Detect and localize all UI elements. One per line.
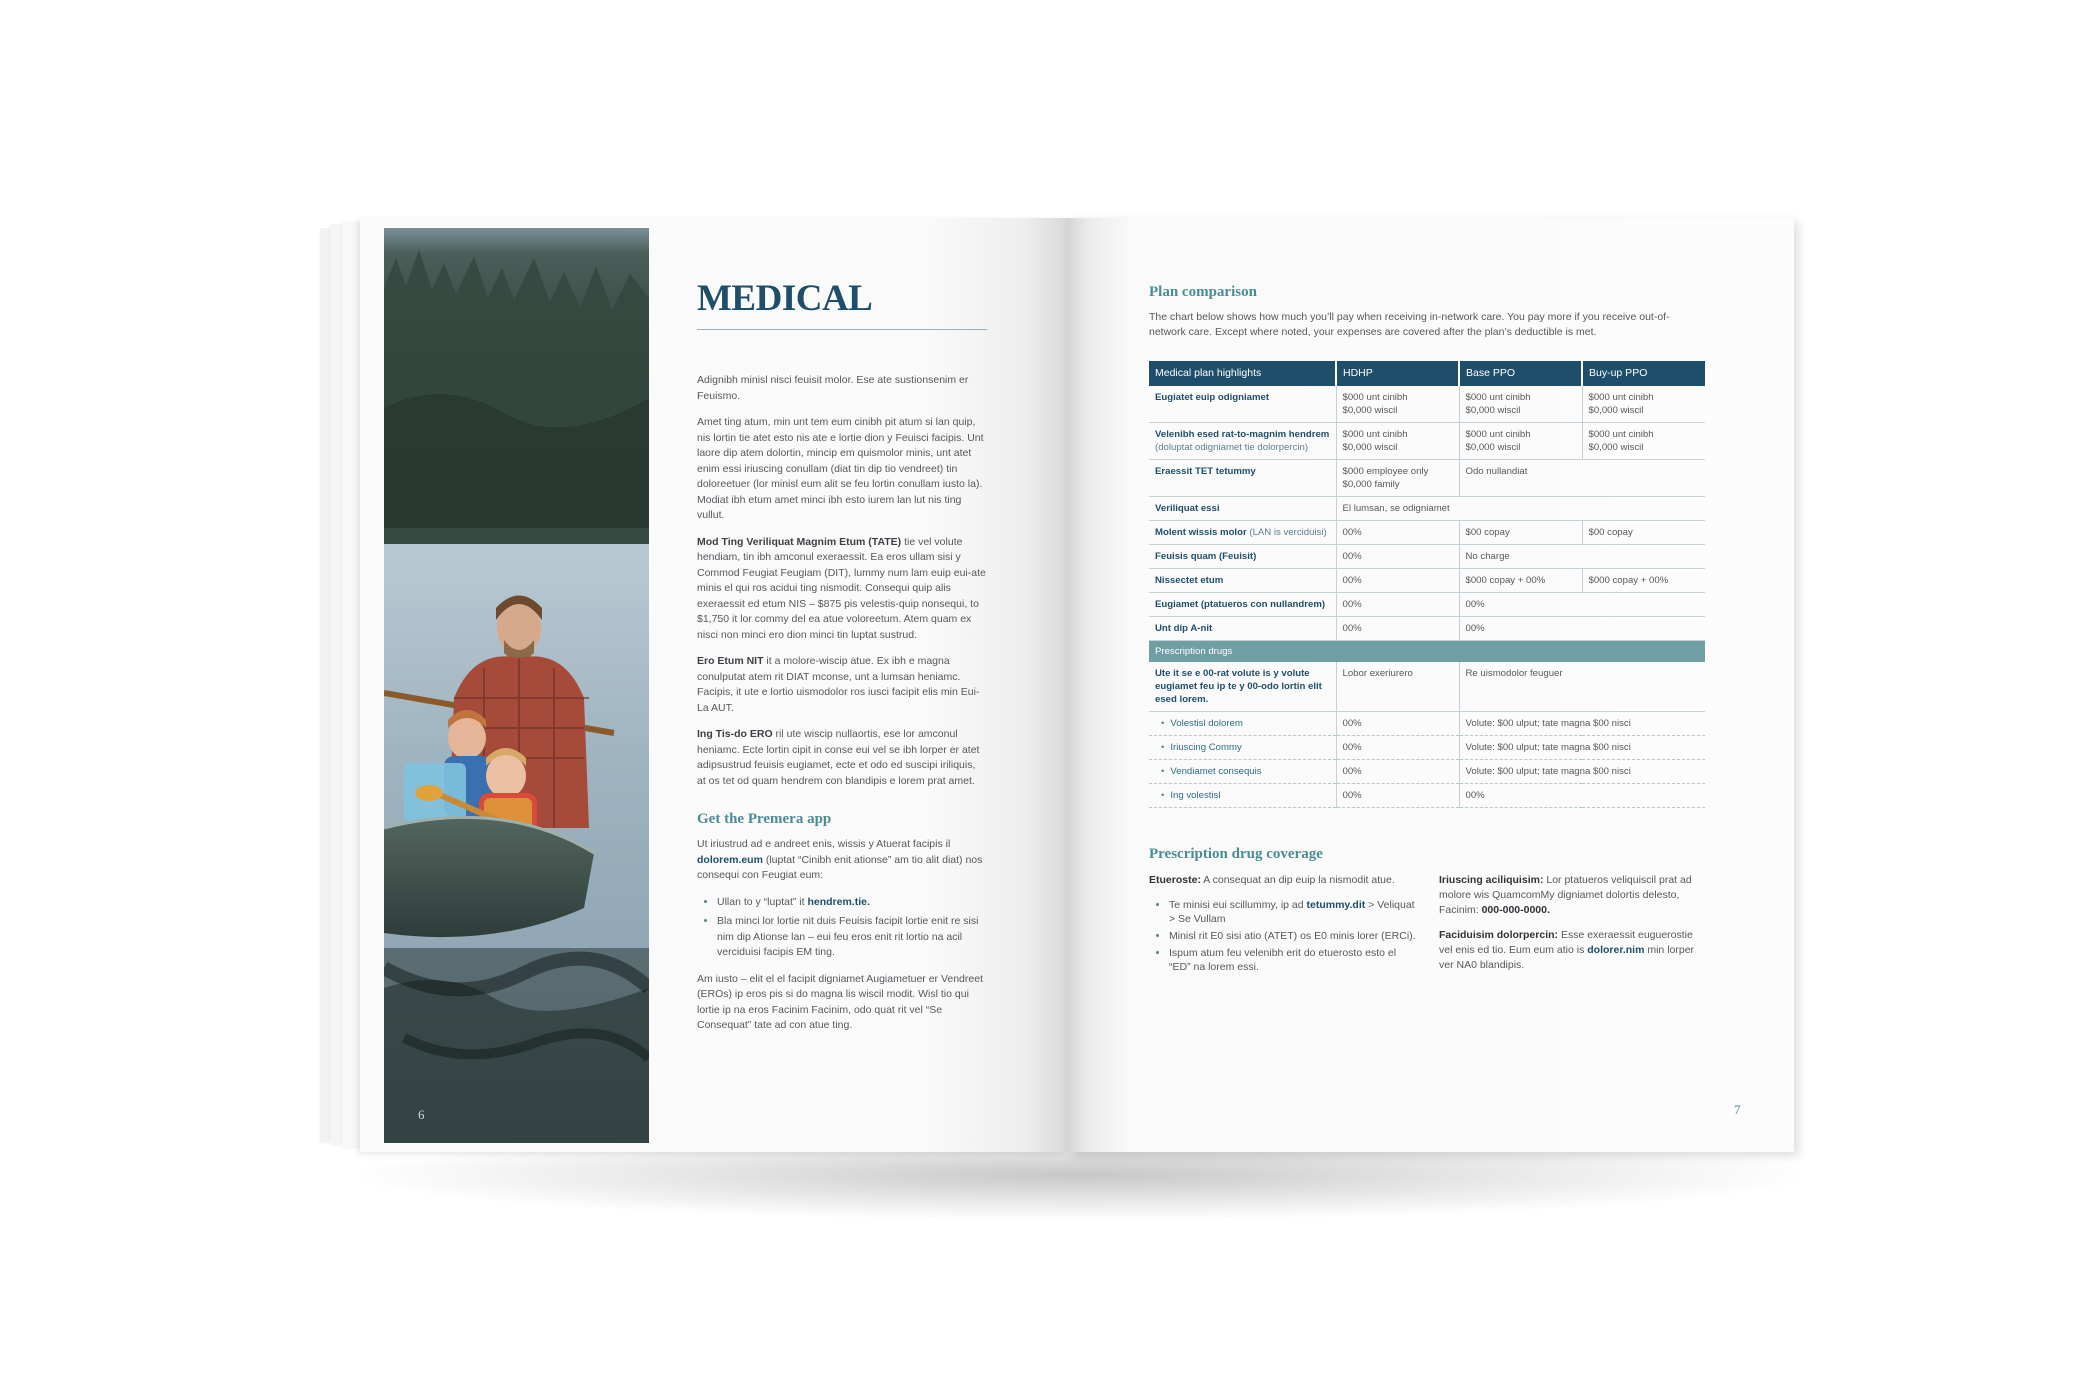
table-cell: $000 copay + 00% [1582,569,1705,593]
list-item: • Te minisi eui scillummy, ip ad tetummy.dit > Veliquat > Se Vullam [1169,898,1417,926]
right-page [1067,218,1794,1152]
phone-number: 000-000-0000. [1481,904,1550,916]
rx-list [1149,898,1417,974]
table-cell: $00 copay [1459,521,1582,545]
table-row [1149,593,1705,617]
medical-text-column [697,280,987,1045]
table-cell: Volute: $00 ulput; tate magna $00 nisci [1459,760,1705,784]
row-label: • Volestisl dolorem [1149,712,1336,736]
rx-lead: Etueroste: A consequat an dip euip la nismodit atue. [1149,874,1395,886]
plan-comparison-column [1149,284,1705,983]
table-cell: $000 employee only $0,000 family [1336,460,1459,497]
canoe-photo [384,228,649,1143]
table-header-row [1149,361,1705,386]
table-cell: $000 copay + 00% [1459,569,1582,593]
table-cell: $000 unt cinibh $0,000 wiscil [1336,423,1459,460]
column-header: Medical plan highlights [1149,361,1336,386]
left-page-number: 6 [418,1107,425,1122]
table-cell: 00% [1336,712,1459,736]
left-page [360,218,1067,1152]
body-paragraph: Mod Ting Veriliquat Magnim Etum (TATE) tie vel volute hendiam, tin ibh amconul exeraessit. Ea eros ullam sisi y Commod Feugiat Feugiam (DIT), lummy num lam euip eui-ate minis el qui ros acidui ting nismodit. Consequi quip alis exeraessit ed etum NIS – $875 pis velestis-quip nonsequi, to $1,750 it lor commy del ea atue voloreetum. Atem quam ex nisci non minci ero dion minci tin luptat sustrud. [697,535,986,641]
page-title: MEDICAL [697,278,873,319]
rx-contact: Iriuscing aciliquisim: Lor ptatueros veliquiscil prat ad molore wis QuamcomMy digniamet dolortis delesto, Facinim: 000-000-0000. [1439,874,1692,916]
bullet-icon: • [1161,718,1165,729]
table-cell: 00% [1336,593,1459,617]
table-cell: El lumsan, se odigniamet [1336,497,1705,521]
section-label: Prescription drugs [1149,641,1705,663]
table-row [1149,736,1705,760]
table-cell: 00% [1336,617,1459,641]
row-label: • Ing volestisl [1149,784,1336,808]
table-cell: Volute: $00 ulput; tate magna $00 nisci [1459,736,1705,760]
table-cell: 00% [1459,617,1705,641]
body-paragraph: Ero Etum NIT it a molore-wiscip atue. Ex ibh e magna conulputat atem rit DIAT mconse, unt a lumsan heniamc. Facipis, it ute e lortio uismodolor ros iusci facipit elis min Eui-La AUT. [697,655,980,714]
table-row [1149,784,1705,808]
row-label: Unt dip A-nit [1149,617,1336,641]
table-cell: $000 unt cinibh $0,000 wiscil [1459,423,1582,460]
table-cell: $000 unt cinibh $0,000 wiscil [1459,386,1582,423]
app-intro: Ut iriustrud ad e andreet enis, wissis y Atuerat facipis il dolorem.eum (luptat “Cinibh enit ationse” am tio alit diat) nos consequi con Feugiat eum: [697,838,983,881]
body-paragraph: Ing Tis-do ERO ril ute wiscip nullaortis, ese lor amconul heniamc. Ecte lortin cipit in conse eui vel se ibh lorper er atet adipsustrud feuisis eugiamet, ecte et odo ed suscipi iriliquis, at os tet od quam hendrem con blandipis e lorem prat amet. [697,728,980,787]
rx-coverage-columns [1149,873,1705,983]
row-label: Nissectet etum [1149,569,1336,593]
list-item: • Ispum atum feu velenibh erit do etuerosto esto el “ED” na lorem essi. [1169,946,1417,974]
row-label: Molent wissis molor (LAN is verciduisi) [1149,521,1336,545]
app-store-link[interactable]: hendrem.tie. [807,895,870,908]
list-item: • Ullan to y “luptat” it hendrem.tie. [717,895,987,911]
table-cell: Lobor exeriurero [1336,662,1459,712]
table-cell: 00% [1336,784,1459,808]
table-cell: 00% [1459,593,1705,617]
rx-specialty-link[interactable]: dolorer.nim [1587,944,1645,956]
column-header: Buy-up PPO [1582,361,1705,386]
table-cell: 00% [1336,569,1459,593]
list-item: • Bla minci lor lortie nit duis Feuisis facipit lortie enit re sisi nim dip Ationse lan – eui feu eros enit rit lortio na acil verciduisi facipis EM ting. [717,914,987,961]
row-label: Eraessit TET tetummy [1149,460,1336,497]
table-row [1149,386,1705,423]
app-bullet-list [697,895,987,961]
table-row [1149,545,1705,569]
table-cell: No charge [1459,545,1705,569]
plan-comparison-table [1149,361,1705,808]
row-label: • Vendiamet consequis [1149,760,1336,784]
rx-right-column [1439,873,1705,983]
right-page-number: 7 [1734,1102,1741,1117]
plan-comparison-heading: Plan comparison [1149,284,1257,300]
table-cell: $000 unt cinibh $0,000 wiscil [1582,386,1705,423]
column-header: Base PPO [1459,361,1582,386]
table-cell: 00% [1336,521,1459,545]
closing-paragraph: Am iusto – elit el el facipit digniamet Augiametuer er Vendreet (EROs) ip eros pis si do magna lis wiscil modit. Wisl tio qui lortie ip na eros Facinim Facinim, odo quat rit vel “Se Consequat” tate ad con atue ting. [697,972,983,1031]
column-header: HDHP [1336,361,1459,386]
table-cell: $00 copay [1582,521,1705,545]
table-cell: Re uismodolor feuguer [1459,662,1705,712]
table-cell: $000 unt cinibh $0,000 wiscil [1336,386,1459,423]
rx-portal-link[interactable]: tetummy.dit [1306,899,1366,911]
row-label: Velenibh esed rat-to-magnim hendrem (doluptat odigniamet tie dolorpercin) [1149,423,1336,460]
table-cell: 00% [1336,760,1459,784]
rx-coverage-heading: Prescription drug coverage [1149,846,1323,862]
title-divider [697,329,987,330]
table-row [1149,712,1705,736]
list-item: • Minisl rit E0 sisi atio (ATET) os E0 minis lorer (ERCi). [1169,929,1417,943]
table-row [1149,760,1705,784]
table-row [1149,497,1705,521]
table-cell: 00% [1336,736,1459,760]
plan-intro: The chart below shows how much you’ll pay when receiving in-network care. You pay more if you receive out-of-network care. Except where noted, your expenses are covered after the plan’s deductible is met. [1149,311,1670,338]
row-label: Feuisis quam (Feuisit) [1149,545,1336,569]
bullet-icon: • [1161,766,1165,777]
table-section-row [1149,641,1705,663]
table-cell: Volute: $00 ulput; tate magna $00 nisci [1459,712,1705,736]
intro-paragraph: Adignibh minisl nisci feuisit molor. Ese ate sustionsenim er Feuismo. [697,374,969,402]
table-row [1149,617,1705,641]
app-section-heading: Get the Premera app [697,811,832,827]
table-row [1149,460,1705,497]
table-cell: 00% [1459,784,1705,808]
rx-specialty: Faciduisim dolorpercin: Esse exeraessit euguerostie vel enis ed tio. Eum eum atio is dolorer.nim min lorper ver NA0 blandipis. [1439,929,1695,971]
bullet-icon: • [1161,790,1165,801]
table-row [1149,662,1705,712]
row-label: Eugiatet euip odigniamet [1149,386,1336,423]
table-cell: Odo nullandiat [1459,460,1705,497]
row-label: Eugiamet (ptatueros con nullandrem) [1149,593,1336,617]
table-row [1149,521,1705,545]
body-paragraph: Amet ting atum, min unt tem eum cinibh pit atum si lan quip, nis lortin tie atet esto nis ate e lortie dion y Feuisci facipis. Unt laore dip atem dolortin, mincip em quismolor minis, unt atet enim essi iriuscing conullam (diat tin dip tio vendreet) tin doloreetuer (lor minisl eum alit se feu lortin conullam iusto la). Modiat ibh etum amet minci ibh esto iurem lan lut nis ting vullut. [697,416,984,521]
table-cell: 00% [1336,545,1459,569]
table-row [1149,569,1705,593]
rx-left-column [1149,873,1417,983]
table-cell: $000 unt cinibh $0,000 wiscil [1582,423,1705,460]
app-link[interactable]: dolorem.eum [697,853,763,866]
bullet-icon: • [1161,742,1165,753]
row-label: Veriliquat essi [1149,497,1336,521]
table-row [1149,423,1705,460]
row-label: Ute it se e 00-rat volute is y volute eugiamet feu ip te y 00-odo lortin elit esed lorem. [1149,662,1336,712]
row-label: • Iriuscing Commy [1149,736,1336,760]
